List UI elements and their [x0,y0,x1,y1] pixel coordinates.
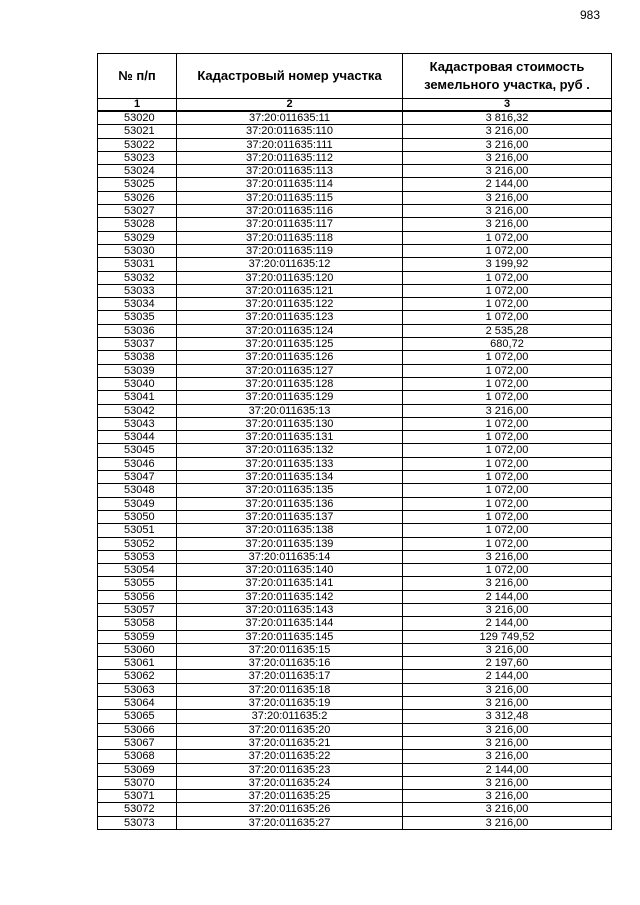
row-number: 53025 [98,178,177,191]
row-number: 53057 [98,603,177,616]
table-row [98,524,612,537]
cadastral-number: 37:20:011635:23 [177,763,403,776]
column-number: 3 [403,99,612,112]
cadastral-table [97,53,612,830]
cadastral-value: 1 072,00 [403,351,612,364]
table-row [98,218,612,231]
cadastral-number: 37:20:011635:27 [177,816,403,829]
cadastral-value: 3 216,00 [403,205,612,218]
table-row [98,816,612,829]
cadastral-number: 37:20:011635:142 [177,590,403,603]
table-row [98,377,612,390]
row-number: 53052 [98,537,177,550]
table-row [98,311,612,324]
row-number: 53054 [98,564,177,577]
table-row [98,670,612,683]
row-number: 53026 [98,191,177,204]
cadastral-number: 37:20:011635:123 [177,311,403,324]
cadastral-value: 3 216,00 [403,577,612,590]
table-row [98,258,612,271]
cadastral-number: 37:20:011635:127 [177,364,403,377]
table-row [98,790,612,803]
cadastral-number: 37:20:011635:120 [177,271,403,284]
row-number: 53024 [98,165,177,178]
cadastral-number: 37:20:011635:21 [177,736,403,749]
table-row [98,484,612,497]
table-row [98,750,612,763]
cadastral-value: 1 072,00 [403,271,612,284]
table-row [98,537,612,550]
table-row [98,417,612,430]
table-row [98,736,612,749]
cadastral-number: 37:20:011635:111 [177,138,403,151]
table-body [98,111,612,830]
cadastral-value: 1 072,00 [403,244,612,257]
row-number: 53041 [98,391,177,404]
cadastral-value: 3 216,00 [403,776,612,789]
cadastral-number: 37:20:011635:135 [177,484,403,497]
row-number: 53069 [98,763,177,776]
row-number: 53029 [98,231,177,244]
cadastral-value: 3 216,00 [403,404,612,417]
table-row [98,271,612,284]
header-cadastral-number: Кадастровый номер участка [177,54,403,99]
table-row [98,510,612,523]
cadastral-number: 37:20:011635:134 [177,471,403,484]
table-row [98,231,612,244]
row-number: 53063 [98,683,177,696]
cadastral-number: 37:20:011635:130 [177,417,403,430]
cadastral-number: 37:20:011635:140 [177,564,403,577]
cadastral-value: 1 072,00 [403,444,612,457]
table-row [98,497,612,510]
row-number: 53067 [98,736,177,749]
cadastral-number: 37:20:011635:121 [177,284,403,297]
row-number: 53060 [98,643,177,656]
cadastral-value: 1 072,00 [403,484,612,497]
cadastral-number: 37:20:011635:16 [177,657,403,670]
table-row [98,125,612,138]
table-row [98,643,612,656]
table-row [98,244,612,257]
cadastral-number: 37:20:011635:12 [177,258,403,271]
cadastral-number: 37:20:011635:114 [177,178,403,191]
table-row [98,364,612,377]
cadastral-value: 3 216,00 [403,151,612,164]
row-number: 53066 [98,723,177,736]
cadastral-value: 1 072,00 [403,377,612,390]
cadastral-value: 1 072,00 [403,457,612,470]
table-row [98,577,612,590]
cadastral-number: 37:20:011635:131 [177,431,403,444]
table-row [98,657,612,670]
cadastral-value: 1 072,00 [403,311,612,324]
cadastral-number: 37:20:011635:19 [177,697,403,710]
cadastral-value: 3 816,32 [403,111,612,125]
cadastral-value: 3 216,00 [403,218,612,231]
table-row [98,404,612,417]
row-number: 53038 [98,351,177,364]
row-number: 53064 [98,697,177,710]
table-row [98,617,612,630]
cadastral-value: 3 216,00 [403,790,612,803]
row-number: 53053 [98,550,177,563]
table-row [98,444,612,457]
row-number: 53055 [98,577,177,590]
cadastral-value: 2 144,00 [403,617,612,630]
cadastral-value: 3 216,00 [403,723,612,736]
row-number: 53027 [98,205,177,218]
cadastral-value: 3 216,00 [403,125,612,138]
table-row [98,431,612,444]
cadastral-value: 3 216,00 [403,750,612,763]
table-row [98,710,612,723]
cadastral-value: 1 072,00 [403,564,612,577]
cadastral-number: 37:20:011635:13 [177,404,403,417]
table-row [98,284,612,297]
cadastral-value: 1 072,00 [403,391,612,404]
cadastral-number: 37:20:011635:139 [177,537,403,550]
cadastral-number: 37:20:011635:115 [177,191,403,204]
cadastral-number: 37:20:011635:15 [177,643,403,656]
cadastral-number: 37:20:011635:2 [177,710,403,723]
row-number: 53059 [98,630,177,643]
cadastral-value: 2 197,60 [403,657,612,670]
cadastral-value: 3 216,00 [403,603,612,616]
row-number: 53034 [98,298,177,311]
row-number: 53050 [98,510,177,523]
table-row [98,564,612,577]
row-number: 53046 [98,457,177,470]
cadastral-value: 3 312,48 [403,710,612,723]
table-row [98,457,612,470]
cadastral-number: 37:20:011635:11 [177,111,403,125]
row-number: 53022 [98,138,177,151]
row-number: 53039 [98,364,177,377]
cadastral-value: 1 072,00 [403,497,612,510]
table-row [98,697,612,710]
table-row [98,298,612,311]
cadastral-number: 37:20:011635:24 [177,776,403,789]
row-number: 53040 [98,377,177,390]
row-number: 53045 [98,444,177,457]
cadastral-value: 1 072,00 [403,284,612,297]
cadastral-number: 37:20:011635:20 [177,723,403,736]
table-row [98,683,612,696]
cadastral-number: 37:20:011635:136 [177,497,403,510]
row-number: 53049 [98,497,177,510]
header-number: № п/п [98,54,177,99]
cadastral-number: 37:20:011635:112 [177,151,403,164]
cadastral-number: 37:20:011635:124 [177,324,403,337]
cadastral-number: 37:20:011635:117 [177,218,403,231]
cadastral-value: 3 216,00 [403,736,612,749]
cadastral-number: 37:20:011635:18 [177,683,403,696]
table-header [98,54,612,112]
cadastral-value: 2 535,28 [403,324,612,337]
table-row [98,776,612,789]
cadastral-value: 1 072,00 [403,471,612,484]
page-number: 983 [579,8,600,22]
cadastral-value: 1 072,00 [403,231,612,244]
header-cadastral-value: Кадастровая стоимость земельного участка, руб . [403,54,612,99]
table-row [98,165,612,178]
cadastral-number: 37:20:011635:118 [177,231,403,244]
row-number: 53061 [98,657,177,670]
cadastral-value: 1 072,00 [403,364,612,377]
cadastral-value: 3 216,00 [403,697,612,710]
cadastral-number: 37:20:011635:113 [177,165,403,178]
cadastral-value: 3 216,00 [403,803,612,816]
cadastral-value: 1 072,00 [403,298,612,311]
table-row [98,338,612,351]
cadastral-number: 37:20:011635:122 [177,298,403,311]
cadastral-value: 2 144,00 [403,178,612,191]
cadastral-value: 2 144,00 [403,590,612,603]
row-number: 53031 [98,258,177,271]
column-number-row [98,99,612,112]
cadastral-value: 1 072,00 [403,524,612,537]
cadastral-value: 3 216,00 [403,816,612,829]
table-row [98,191,612,204]
row-number: 53036 [98,324,177,337]
table-row [98,723,612,736]
column-number: 2 [177,99,403,112]
cadastral-number: 37:20:011635:14 [177,550,403,563]
cadastral-value: 680,72 [403,338,612,351]
cadastral-number: 37:20:011635:128 [177,377,403,390]
table-row [98,630,612,643]
row-number: 53062 [98,670,177,683]
row-number: 53065 [98,710,177,723]
cadastral-value: 1 072,00 [403,417,612,430]
cadastral-value: 3 216,00 [403,643,612,656]
cadastral-number: 37:20:011635:119 [177,244,403,257]
row-number: 53032 [98,271,177,284]
cadastral-value: 3 216,00 [403,550,612,563]
cadastral-value: 3 199,92 [403,258,612,271]
cadastral-value: 3 216,00 [403,191,612,204]
cadastral-value: 129 749,52 [403,630,612,643]
cadastral-value: 3 216,00 [403,683,612,696]
table-row [98,603,612,616]
table-row [98,138,612,151]
table-row [98,178,612,191]
row-number: 53051 [98,524,177,537]
cadastral-number: 37:20:011635:133 [177,457,403,470]
row-number: 53058 [98,617,177,630]
cadastral-number: 37:20:011635:110 [177,125,403,138]
cadastral-number: 37:20:011635:137 [177,510,403,523]
row-number: 53073 [98,816,177,829]
row-number: 53030 [98,244,177,257]
cadastral-number: 37:20:011635:143 [177,603,403,616]
table-row [98,550,612,563]
row-number: 53021 [98,125,177,138]
cadastral-number: 37:20:011635:25 [177,790,403,803]
table-row [98,590,612,603]
cadastral-number: 37:20:011635:144 [177,617,403,630]
cadastral-value: 2 144,00 [403,763,612,776]
cadastral-number: 37:20:011635:129 [177,391,403,404]
row-number: 53035 [98,311,177,324]
table-row [98,205,612,218]
row-number: 53070 [98,776,177,789]
row-number: 53023 [98,151,177,164]
row-number: 53072 [98,803,177,816]
row-number: 53033 [98,284,177,297]
cadastral-number: 37:20:011635:132 [177,444,403,457]
row-number: 53042 [98,404,177,417]
cadastral-value: 1 072,00 [403,431,612,444]
cadastral-value: 3 216,00 [403,165,612,178]
cadastral-number: 37:20:011635:138 [177,524,403,537]
table-row [98,803,612,816]
cadastral-value: 1 072,00 [403,510,612,523]
row-number: 53037 [98,338,177,351]
table-row [98,151,612,164]
cadastral-number: 37:20:011635:26 [177,803,403,816]
row-number: 53047 [98,471,177,484]
row-number: 53048 [98,484,177,497]
row-number: 53071 [98,790,177,803]
table-row [98,351,612,364]
cadastral-value: 1 072,00 [403,537,612,550]
cadastral-number: 37:20:011635:17 [177,670,403,683]
row-number: 53020 [98,111,177,125]
table-row [98,391,612,404]
cadastral-number: 37:20:011635:126 [177,351,403,364]
row-number: 53028 [98,218,177,231]
cadastral-number: 37:20:011635:125 [177,338,403,351]
table-row [98,471,612,484]
cadastral-number: 37:20:011635:141 [177,577,403,590]
table-row [98,111,612,125]
row-number: 53056 [98,590,177,603]
row-number: 53043 [98,417,177,430]
table-row [98,324,612,337]
cadastral-value: 2 144,00 [403,670,612,683]
column-number: 1 [98,99,177,112]
row-number: 53044 [98,431,177,444]
table-row [98,763,612,776]
cadastral-number: 37:20:011635:22 [177,750,403,763]
cadastral-number: 37:20:011635:116 [177,205,403,218]
cadastral-value: 3 216,00 [403,138,612,151]
cadastral-number: 37:20:011635:145 [177,630,403,643]
row-number: 53068 [98,750,177,763]
